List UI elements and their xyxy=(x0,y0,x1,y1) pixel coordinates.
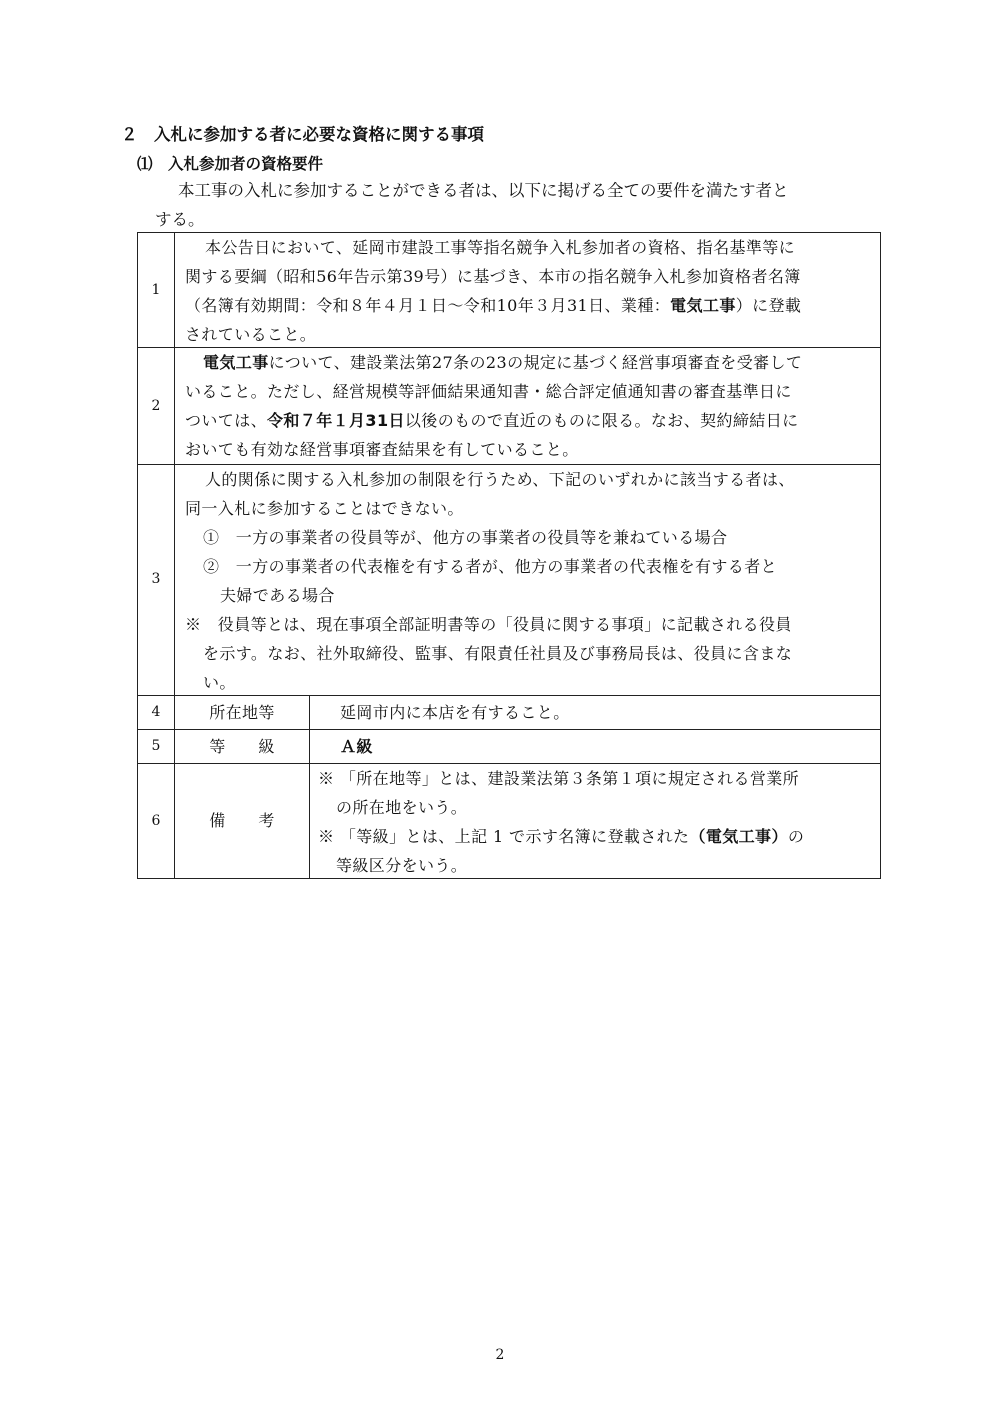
row-text-segment: ）に登載 xyxy=(735,296,802,315)
row-text-line: い。 xyxy=(203,673,236,692)
row-number: 6 xyxy=(151,813,161,829)
row-value: 延岡市内に本店を有すること。 xyxy=(340,703,570,722)
row-text-line: 同一入札に参加することはできない。 xyxy=(185,499,464,518)
emphasis-text: 電気工事 xyxy=(203,353,269,372)
row-text-segment: の xyxy=(787,827,805,846)
row-text-segment: ついては、 xyxy=(185,411,268,430)
row-text-line: 等級区分をいう。 xyxy=(336,856,468,875)
row-label: 備 考 xyxy=(209,811,275,830)
row-number: 3 xyxy=(151,571,161,587)
subsection-heading: ⑴ 入札参加者の資格要件 xyxy=(137,155,324,173)
row-text-line: 本公告日において、延岡市建設工事等指名競争入札参加者の資格、指名基準等に xyxy=(205,238,796,257)
row-text-line: ② 一方の事業者の代表権を有する者が、他方の事業者の代表権を有する者と xyxy=(203,557,778,576)
row-text-segment: 以後のもので直近のものに限る。なお、契約締結日に xyxy=(404,411,799,430)
row-number: 1 xyxy=(151,282,161,298)
row-text-line: されていること。 xyxy=(185,325,317,344)
row-text-line xyxy=(185,291,801,320)
row-number: 2 xyxy=(151,398,161,414)
row-text-line: 関する要綱（昭和56年告示第39号）に基づき、本市の指名競争入札参加資格者名簿 xyxy=(185,267,801,286)
row-number: 5 xyxy=(151,738,161,754)
row-text-line: ※ 役員等とは、現在事項全部証明書等の「役員に関する事項」に記載される役員 xyxy=(185,615,792,634)
row-text-line: 人的関係に関する入札参加の制限を行うため、下記のいずれかに該当する者は、 xyxy=(205,470,795,489)
page-number: 2 xyxy=(495,1347,505,1363)
intro-line-2: する。 xyxy=(155,210,205,229)
row-value: Ａ級 xyxy=(340,737,373,756)
row-text-line: を示す。なお、社外取締役、監事、有限責任社員及び事務局長は、役員に含まな xyxy=(203,644,793,663)
intro-line-1: 本工事の入札に参加することができる者は、以下に掲げる全ての要件を満たす者と xyxy=(178,181,789,200)
row-text-line xyxy=(318,822,804,851)
row-text-line: 夫婦である場合 xyxy=(220,586,335,605)
row-text-line xyxy=(185,406,799,435)
row-text-line: ※ 「所在地等」とは、建設業法第３条第１項に規定される営業所 xyxy=(318,769,800,788)
row-text-line: ① 一方の事業者の役員等が、他方の事業者の役員等を兼ねている場合 xyxy=(203,528,728,547)
row-label: 等 級 xyxy=(209,737,275,756)
row-text-segment: について、建設業法第27条の23の規定に基づく経営事項審査を受審して xyxy=(268,353,803,372)
row-text-line: いること。ただし、経営規模等評価結果通知書・総合評定値通知書の審査基準日に xyxy=(185,382,792,401)
emphasis-text: （電気工事） xyxy=(689,827,788,846)
row-number: 4 xyxy=(151,704,161,720)
row-text-segment: ※ 「等級」とは、上記 1 で示す名簿に登載された xyxy=(318,827,690,846)
row-text-line xyxy=(203,348,802,377)
section-heading: ２ 入札に参加する者に必要な資格に関する事項 xyxy=(121,125,484,144)
row-text-line: おいても有効な経営事項審査結果を有していること。 xyxy=(185,440,579,459)
row-text-segment: （名簿有効期間：令和８年４月１日～令和10年３月31日、業種： xyxy=(185,296,671,315)
emphasis-text: 令和７年１月31日 xyxy=(267,411,405,430)
row-label: 所在地等 xyxy=(209,703,275,722)
row-text-line: の所在地をいう。 xyxy=(336,798,468,817)
emphasis-text: 電気工事 xyxy=(670,296,736,315)
